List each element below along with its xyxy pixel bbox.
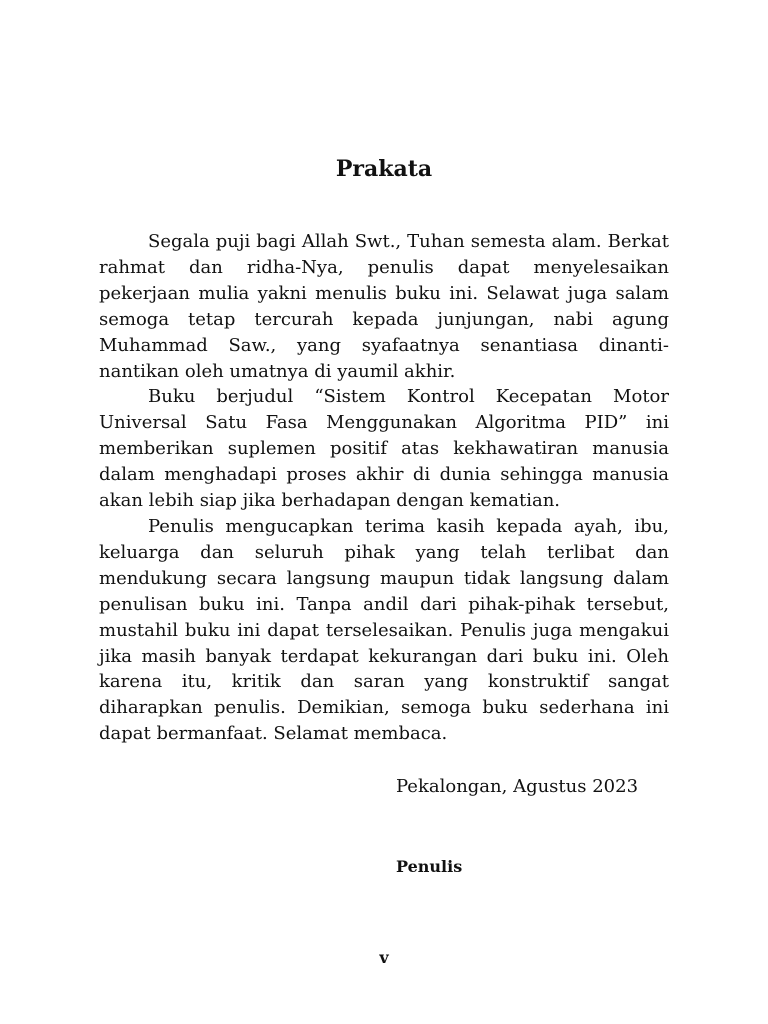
signature: Penulis bbox=[396, 857, 463, 876]
page-title: Prakata bbox=[335, 156, 433, 182]
preface-body bbox=[99, 229, 669, 747]
paragraph-1: Segala puji bagi Allah Swt., Tuhan semesta alam. Berkat rahmat dan ridha-Nya, penulis dapat menyelesaikan pekerjaan mulia yakni menulis buku ini. Selawat juga salam semoga tetap tercurah kepada junjungan, nabi agung Muhammad Saw., yang syafaatnya senantiasa dinanti-nantikan oleh umatnya di yaumil akhir. bbox=[99, 231, 669, 382]
paragraph-2: Buku berjudul “Sistem Kontrol Kecepatan Motor Universal Satu Fasa Menggunakan Algoritma PID” ini memberikan suplemen positif atas kekhawatiran manusia dalam menghadapi proses akhir di dunia sehingga manusia akan lebih siap jika berhadapan dengan kematian. bbox=[99, 386, 669, 512]
page-number: v bbox=[379, 948, 389, 967]
place-date: Pekalongan, Agustus 2023 bbox=[396, 776, 639, 797]
paragraph-3: Penulis mengucapkan terima kasih kepada ayah, ibu, keluarga dan seluruh pihak yang telah terlibat dan mendukung secara langsung maupun tidak langsung dalam penulisan buku ini. Tanpa andil dari pihak-pihak tersebut, mustahil buku ini dapat terselesaikan. Penulis juga mengakui jika masih banyak terdapat kekurangan dari buku ini. Oleh karena itu, kritik dan saran yang konstruktif sangat diharapkan penulis. Demikian, semoga buku sederhana ini dapat bermanfaat. Selamat membaca. bbox=[99, 515, 669, 745]
